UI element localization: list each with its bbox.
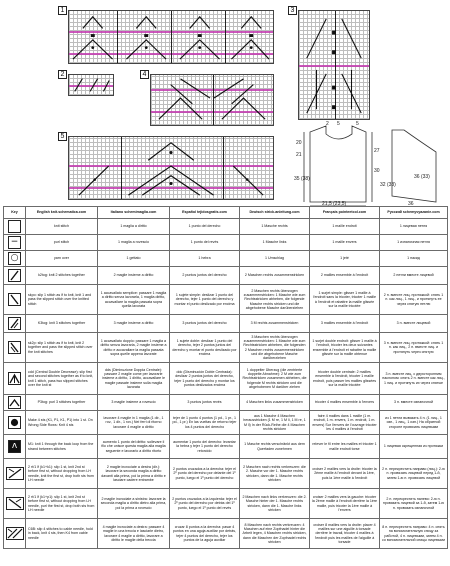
cell-deutsch: 3 Maschen rechts überzogen zusammenstricken: 1 Masche wie zum Rechtsstricken abheben, die folgenden 2 Maschen rechts zusammenstricken und die abgehobene Masche darüberziehen — [240, 333, 310, 363]
cell-francais: 2 mailles ensemble à l'endroit — [310, 267, 380, 285]
cell-english: purl stitch — [26, 235, 98, 251]
schematic-label-top-right: 5 — [356, 121, 359, 127]
header-deutsch: Deutsch strick.anleitung.com — [240, 207, 310, 219]
cell-russian: 3 п. вместе изнаночной — [380, 395, 448, 411]
cell-russian: 2 петли вместе лицевой — [380, 267, 448, 285]
cell-espanol: aumentar 1 punto del derecho: levantar la hebra y tejer 1 punto del derecho retorcido — [170, 435, 240, 459]
schematic-label-h2: 21 — [296, 152, 302, 158]
chart-number-3: 3 — [288, 6, 297, 15]
cell-russian: 2 п. вместе лиц. протяжкой: снять 1 п. как лиц., 1 лиц., и протянуть ее через снятую петлю — [380, 285, 448, 315]
cell-english: sk2p: slip 1 stitch as if to knit, knit 2 together and pass the slipped stitch over the knit stitches — [26, 333, 98, 363]
cell-russian: 3 п. вместе лицевой — [380, 315, 448, 333]
cell-italiano: lavorare 4 maglie in 1 maglia (1 dir., 1 rov., 1 dir., 1 rov.) Nei ferri di ritorno lavorare 4 maglie a diritto — [98, 411, 170, 435]
cable-3-3-icon — [6, 527, 24, 540]
table-row — [4, 363, 448, 395]
cell-english: k2tog: knit 2 stitches together — [26, 267, 98, 285]
cell-deutsch: 2 Maschen rechts überzogen zusammenstricken: 1 Masche wie zum Rechtsstricken abheben, die folgende Masche rechts stricken und die abgehobene Masche darüberziehen — [240, 285, 310, 315]
cell-italiano: aumento 1 punto del diritto: sollevare il filo che unisce questa maglia alla maglia seguente e lavorarlo a diritto ritorto — [98, 435, 170, 459]
cell-russian: из 1 петли вывязать 4 п. (1 лиц., 1 изн., 1 лиц., 1 изн.) На обратной стороне провязать лицевыми — [380, 411, 448, 435]
header-english: English knit.schematica.com — [26, 207, 98, 219]
m1-icon: ᴧ — [8, 440, 21, 453]
knitting-charts — [0, 0, 450, 205]
lace-chart-4 — [150, 74, 274, 126]
schematic-drawing — [296, 122, 446, 206]
table-row — [4, 519, 448, 549]
schematic-label-h7: 36 (33) — [414, 174, 430, 180]
chart-1-symbols — [69, 11, 273, 63]
cell-espanol: 3 puntos juntos del derecho — [170, 315, 240, 333]
cell-english: cdd (Central Double Decrease): slip first and second stitches together as if to knit, knit 1 stitch, pass two slipped stitches over the knit st — [26, 363, 98, 395]
cell-espanol: 1 sujete simple: deslizar 1 punto del derecho, tejer 1 punto del derecho y montar el punto deslizado por encima — [170, 285, 240, 315]
cell-russian: 1 лицевая петля — [380, 219, 448, 235]
header-russian: Русский schemyvyazanie.com — [380, 207, 448, 219]
cell-italiano: 1 accavallato semplice: passare 1 maglia a diritto senza lavorarla, 1 maglia diritto, accavallare la maglia passata sopra quella lavorata — [98, 285, 170, 315]
table-row — [4, 267, 448, 285]
make4-icon — [8, 416, 21, 429]
cell-deutsch: 4 Maschen links zusammenstricken — [240, 395, 310, 411]
cell-english: C6B: slip 4 stitches to cable needle, hold in back, knit 4 sts, then K4 from cable needle — [26, 519, 98, 549]
table-row — [4, 315, 448, 333]
schematic-label-h4: 30 — [374, 168, 380, 174]
cell-francais: croiser 2 mailles vers la droite: tricoter la 2ème maille à l'endroit devant la 1ère, puis la 1ère maille à l'endroit — [310, 459, 380, 489]
p3tog-icon — [8, 396, 21, 409]
chart-2-symbols — [69, 75, 113, 95]
cell-deutsch: 1 Masche rechts verschränkt aus dem Querfaden zunehmen — [240, 435, 310, 459]
cell-english: 2 rt/1 lf (k1+p1): slip 1 st, knit 2nd st before first st, without dropping from LH needle, purl the first st, drop both sts from LH needle — [26, 489, 98, 519]
k2tog-icon — [8, 269, 21, 282]
empty-square-icon — [8, 220, 21, 233]
lace-chart-3 — [298, 10, 370, 120]
cell-deutsch: 8 Maschen nach rechts verkreuzen: 4 Maschen auf eine Zopfnadel hinter die Arbeit legen, 4 Maschen rechts stricken, dann die Maschen der Zopfnadel rechts stricken — [240, 519, 310, 549]
cell-espanol: 1 punto del derecho — [170, 219, 240, 235]
cell-russian: 3 п. вместе лиц. с двухсторонним наклоном: снять 2 п. вместе как лиц., 1 лиц. и протянуть их через снятые — [380, 363, 448, 395]
schematic-label-bottom: 21,5 (23,5) — [322, 201, 347, 207]
cell-italiano: 4 maglie incrociate a destra: passare 4 maglie in una treccia e lasciarle dietro, lavorare 4 maglie a diritto, lavorare a diritto le maglie della treccia — [98, 519, 170, 549]
cell-english: K3tog: knit 3 stitches together — [26, 315, 98, 333]
lace-chart-1 — [68, 10, 274, 64]
table-row — [4, 395, 448, 411]
cell-espanol: tejer de 1 punto 4 puntos (1 pd., 1 pr., 1 pd., 1 pr.) En las vueltas de retorno tejer los 4 puntos del derecho — [170, 411, 240, 435]
cell-italiano: 2 maglie insieme a diritto — [98, 267, 170, 285]
cell-espanol: 1 sujete doble: deslizar 1 punto del derecho, tejer 2 puntos juntos del derecho y montar el punto deslizado por encima — [170, 333, 240, 363]
cell-francais: faire 4 mailles dans 1 maille (1 m. endroit, 1 m. envers, 1 m. endroit, 1 m. envers) Sur l'envers de l'ouvrage tricoter les 4 mailles à l'endroit — [310, 411, 380, 435]
cell-italiano: 2 maglie incrociate a destra (dir.): lavorare la seconda maglia a diritto davanti alla prima, poi la prima a diritto e lasciare cadere entrambe — [98, 459, 170, 489]
chart-number-4: 4 — [140, 70, 149, 79]
cell-deutsch: 2 Maschen nach rechts verkreuzen: die 2. Masche vor der 1. Masche rechts stricken, dann die 1. Masche rechts stricken — [240, 459, 310, 489]
schematic-label-top-left: 2 — [326, 121, 329, 127]
cell-russian: 8 п. перекрестить направо: 4 п. снять на вспомогательную спицу за работой, 4 п. лицевыми, затем 4 п. со вспомогательной спицы лицевыми — [380, 519, 448, 549]
table-row — [4, 219, 448, 235]
cell-francais: relever le fil entre les mailles et tricoter 1 maille endroit torse — [310, 435, 380, 459]
cell-english: M1: knit 1 through the back loop from the strand between stitches — [26, 435, 98, 459]
chart-number-5: 5 — [58, 132, 67, 141]
cell-russian: 2 п. перекрестить налево: 2-ю п. провязать лицевой за 1-й, затем 1-ю п. провязать изнаночной — [380, 489, 448, 519]
cell-italiano: dds (Diminuzione Doppia Centrale): passare 2 maglie come per lavorarle insieme a diritto, 1 diritto, accavallare le maglie passate insieme sulla maglia lavorata — [98, 363, 170, 395]
table-row — [4, 251, 448, 267]
cell-francais: croiser 8 mailles vers la droite: placer 4 mailles sur une aiguille à torsade derrière le travail, tricoter 4 mailles à l'endroit puis les mailles de l'aiguille à torsade — [310, 519, 380, 549]
cell-francais: 1 maille endroit — [310, 219, 380, 235]
cell-deutsch: aus 1 Masche 4 Maschen herausstricken (1 M re, 1 M li, 1 M re, 1 M li) In der Rück-Reihe die 4 Maschen rechts stricken — [240, 411, 310, 435]
cell-espanol: 3 puntos juntos revés — [170, 395, 240, 411]
table-row — [4, 435, 448, 459]
cell-deutsch: 2 Maschen nach links verkreuzen: die 2. Masche hinter der 1. Masche rechts stricken, dann die 1. Masche links stricken — [240, 489, 310, 519]
cell-russian: 3 п. вместе лиц. протяжкой: снять 1 п. как лиц., 2 п. вместе лиц. и протянуть через снятую — [380, 333, 448, 363]
dash-square-icon: − — [8, 236, 21, 249]
schematic-label-h3: 27 — [374, 148, 380, 154]
cell-francais: tricoter double centrale: 2 mailles ensemble à l'endroit, tricoter 1 maille endroit, puis passer les mailles glissées sur la maille tricotée — [310, 363, 380, 395]
cell-deutsch: 2 Maschen rechts zusammenstricken — [240, 267, 310, 285]
cell-francais: 1 maille envers — [310, 235, 380, 251]
cell-espanol: 2 puntos cruzados a la izquierda: tejer el 2º punto del derecho por detrás del 1º punto, luego el 1º punto del revés — [170, 489, 240, 519]
chart-5-symbols — [69, 137, 273, 199]
cell-italiano: 1 maglia a rovescio — [98, 235, 170, 251]
table-row — [4, 285, 448, 315]
cell-russian: 1 изнаночная петля — [380, 235, 448, 251]
table-row — [4, 411, 448, 435]
chart-3-symbols — [299, 11, 369, 119]
cell-espanol: 2 puntos cruzados a la derecha: tejer el 2º punto del derecho por delante del 1º punto, luego el 1º punto del derecho — [170, 459, 240, 489]
cell-russian: 2 п. перекрестить направо (лиц.): 2-ю п. провязать лицевой перед 1-й, затем 1-ю п. провязать лицевой — [380, 459, 448, 489]
header-key: Key — [4, 207, 26, 219]
cell-espanol: 1 hebra — [170, 251, 240, 267]
circle-square-icon: ○ — [8, 252, 21, 265]
cell-deutsch: 1 Masche links — [240, 235, 310, 251]
cell-espanol: 2 puntos juntos del derecho — [170, 267, 240, 285]
cell-italiano: 1 maglia a diritto — [98, 219, 170, 235]
cell-espanol: ddc (Disminución Doble Centrada): deslizar 2 puntos juntos del derecho, tejer 1 punto del derecho y montar los puntos deslizados encima — [170, 363, 240, 395]
sk2p-icon — [8, 341, 21, 354]
lace-chart-2 — [68, 74, 114, 96]
lace-chart-5 — [68, 136, 274, 200]
schematic-label-top-center: 5 — [337, 121, 340, 127]
cell-english: knit stitch — [26, 219, 98, 235]
cell-italiano: 3 maglie insieme a rovescio — [98, 395, 170, 411]
cell-deutsch: 1 doppelter Überzug (die zentrierte doppelte Abnahme): 2 M wie zum Rechtsstricken zusammen abheben, die folgende M rechts stricken und die abgehobenen M darüber ziehen — [240, 363, 310, 395]
k3tog-icon — [8, 317, 21, 330]
table-header-row — [4, 207, 448, 219]
cell-francais: croiser 2 mailles vers la gauche: tricoter la 2ème maille à l'endroit derrière la 1ère maille, puis tricoter la 1ère maille à l'envers — [310, 489, 380, 519]
schematic-label-h1: 20 — [296, 140, 302, 146]
cell-deutsch: 3 M rechts zusammenstricken — [240, 315, 310, 333]
cell-english: yarn over — [26, 251, 98, 267]
chart-4-symbols — [151, 75, 273, 125]
cell-english: P3tog: purl 3 stitches together — [26, 395, 98, 411]
schematic-label-h6: 32 (33) — [380, 182, 396, 188]
cell-english: Make 4 sts (K1, P1, K1, P1) into 1 st. On Wrong Side Rows: Knit 4 sts — [26, 411, 98, 435]
cell-italiano: 2 maglie incrociate a sinistra: lavorare la seconda maglia a diritto dietro alla prima, poi la prima a rovescio — [98, 489, 170, 519]
table-row — [4, 489, 448, 519]
stitch-key-table — [3, 206, 448, 549]
header-francais: Français pointeetcol.com — [310, 207, 380, 219]
header-espanol: Español tejidosgratis.com — [170, 207, 240, 219]
cell-francais: 1 surjet double endroit: glisser 1 maille à l'endroit, tricoter les deux suivantes ensemble à l'endroit et rabattre la maille glissée sur la maille obtenue — [310, 333, 380, 363]
table-row — [4, 333, 448, 363]
cell-espanol: cruzar 8 puntos a la derecha: pasar 4 puntos en una aguja auxiliar por detrás, tejer 4 puntos del derecho, tejer los puntos de la aguja auxiliar — [170, 519, 240, 549]
cdd-icon — [8, 372, 21, 385]
cable-2-1-right-icon — [6, 467, 24, 480]
skpo-icon — [8, 293, 21, 306]
cell-italiano: 1 accavallato doppio: passare 1 maglia a diritto senza lavorarla, 2 maglie insieme a diritto e accavallare la maglia passata sopra quelle appena lavorate — [98, 333, 170, 363]
cell-russian: 1 накид — [380, 251, 448, 267]
schematic-label-h5: 35 (38) — [294, 176, 310, 182]
table-row — [4, 459, 448, 489]
cable-2-1-left-icon — [6, 497, 24, 510]
cell-italiano: 1 gettato — [98, 251, 170, 267]
cell-francais: tricoter 4 mailles ensemble à l'envers — [310, 395, 380, 411]
cell-english: skpo: slip 1 stitch as if to knit, knit 1 and pass the slipped stitch over the knitted stitch — [26, 285, 98, 315]
table-row — [4, 235, 448, 251]
cell-francais: 1 surjet simple: glisser 1 maille à l'endroit sans la tricoter, tricoter 1 maille à l'endroit et rabattre la maille glissée sur la maille tricotée — [310, 285, 380, 315]
schematic-label-bottom-right: 36 — [408, 201, 414, 207]
chart-number-1: 1 — [58, 6, 67, 15]
cell-english: 2 rt/1 lf (k1+k1): slip 1 st, knit 2nd st before first st, without dropping from LH needle, knit the first st, drop both sts from LH needle — [26, 459, 98, 489]
cell-espanol: 1 punto del revés — [170, 235, 240, 251]
cell-francais: 3 mailles ensemble à l'endroit — [310, 315, 380, 333]
cell-russian: 1 лицевая скрещенная из протяжки — [380, 435, 448, 459]
cell-deutsch: 1 Masche rechts — [240, 219, 310, 235]
header-italiano: Italiano schemimaglia.com — [98, 207, 170, 219]
chart-number-2: 2 — [58, 70, 67, 79]
cell-deutsch: 1 Umschlag — [240, 251, 310, 267]
cell-francais: 1 jeté — [310, 251, 380, 267]
garment-schematic — [296, 122, 446, 206]
cell-italiano: 3 maglie insieme a diritto — [98, 315, 170, 333]
